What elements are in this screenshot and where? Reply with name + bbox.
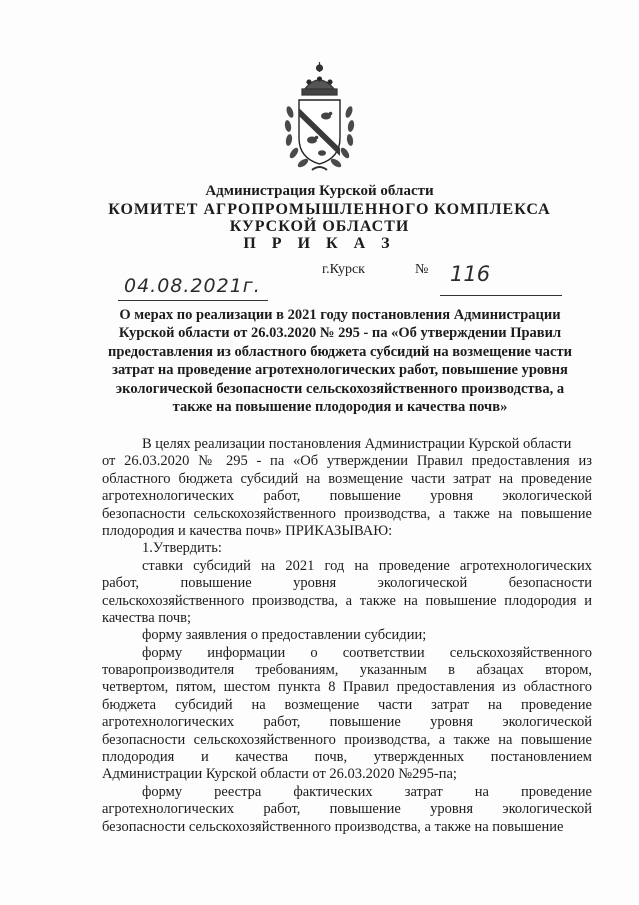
body-line: качества почв; (102, 609, 192, 626)
body-line: форму заявления о предоставлении субсидии; (142, 627, 427, 644)
order-body (102, 436, 592, 836)
body-line: плодородия и качества почв» ПРИКАЗЫВАЮ: (102, 522, 393, 539)
body-line: областного бюджета субсидий на возмещение части затрат на проведение (102, 470, 592, 487)
order-heading: П Р И К А З (243, 235, 396, 252)
committee-name: КОМИТЕТ АГРОПРОМЫШЛЕННОГО КОМПЛЕКСА (108, 201, 551, 218)
city-label: г.Курск (322, 262, 365, 277)
body-line: агротехнологических работ, повышение уровня экологической (102, 801, 592, 818)
order-date-handwritten: 04.08.2021г. (124, 275, 261, 297)
kursk-coat-of-arms-emblem (282, 60, 357, 180)
body-line: безопасности сельскохозяйственного производства, а также на повышение (102, 505, 592, 522)
date-underline (118, 300, 268, 301)
body-line: четвертом, пятом, шестом пункта 8 Правил предоставления из областного (102, 679, 592, 696)
body-line: безопасности сельскохозяйственного производства, а также на повышение (102, 818, 564, 835)
title-line: затрат на проведение агротехнологических работ, повышение уровня (112, 362, 568, 379)
title-line: также на повышение плодородия и качества почв» (172, 399, 508, 416)
title-line: Курской области от 26.03.2020 № 295 - па «Об утверждении Правил (118, 325, 562, 342)
title-line: О мерах по реализации в 2021 году постановления Администрации (119, 307, 561, 323)
body-line: ставки субсидий на 2021 год на проведение агротехнологических (142, 557, 592, 574)
body-line: бюджета субсидий на возмещение части затрат на проведение (102, 696, 592, 713)
body-line: плодородия и качества почв, утвержденных постановлением (102, 749, 592, 766)
body-line: от 26.03.2020 № 295 - па «Об утверждении Правил предоставления из (102, 453, 592, 470)
number-sign: № (415, 262, 429, 277)
body-line: агротехнологических работ, повышение уровня экологической (102, 714, 592, 731)
order-number-handwritten: 116 (450, 262, 491, 286)
region-name: КУРСКОЙ ОБЛАСТИ (229, 218, 410, 235)
body-line: форму информации о соответствии сельскохозяйственного (142, 644, 592, 661)
body-line: товаропроизводителя требованиям, указанным в абзацах втором, (102, 662, 592, 679)
body-line: агротехнологических работ, повышение уровня экологической (102, 488, 592, 505)
body-line: форму реестра фактических затрат на проведение (142, 783, 592, 800)
body-line: сельскохозяйственного производства, а также на повышение плодородия и (102, 592, 592, 609)
number-underline (440, 295, 562, 296)
body-line: Администрации Курской области от 26.03.2020 №295-па; (102, 766, 457, 783)
body-line: В целях реализации постановления Администрации Курской области (142, 436, 572, 452)
title-line: экологической безопасности сельскохозяйственного производства, а (115, 380, 565, 397)
order-title (95, 306, 585, 416)
body-line: безопасности сельскохозяйственного производства, а также на повышение (102, 731, 592, 748)
title-line: предоставления из областного бюджета субсидий на возмещение части (108, 343, 572, 360)
administration-name: Администрация Курской области (205, 183, 434, 199)
body-line: 1.Утвердить: (142, 540, 222, 557)
body-line: работ, повышение уровня экологической безопасности (102, 575, 592, 592)
